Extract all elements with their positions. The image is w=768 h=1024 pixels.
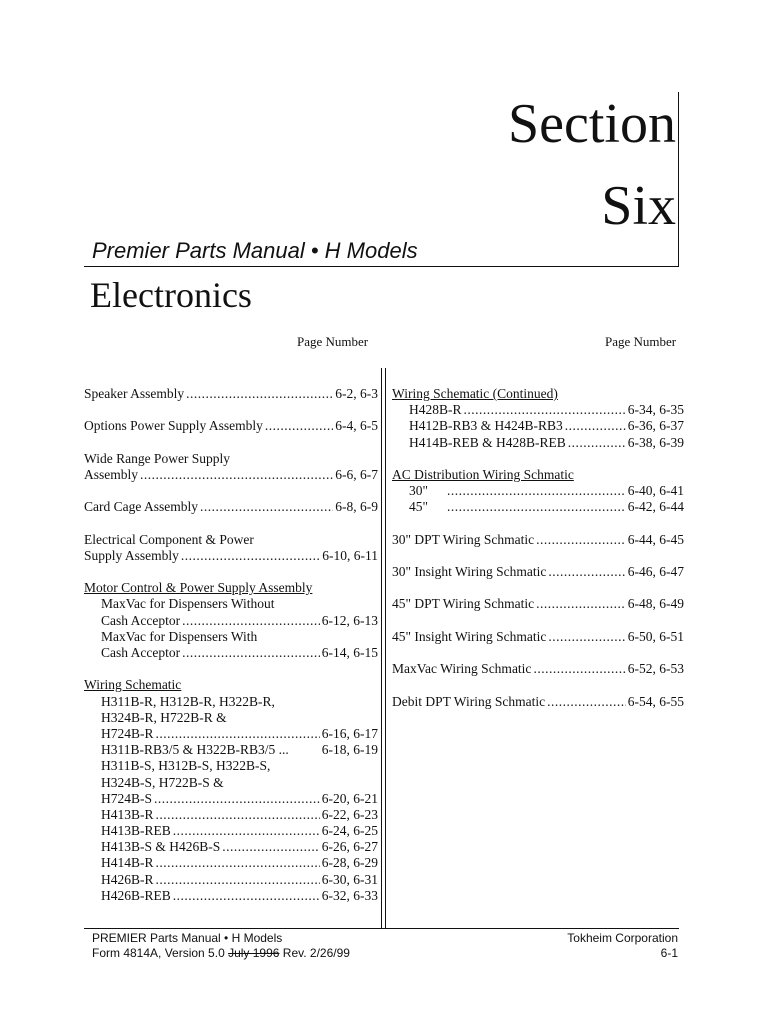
toc-group-heading: Motor Control & Power Supply Assembly xyxy=(84,580,313,596)
footer-manual-name: PREMIER Parts Manual • H Models xyxy=(92,931,283,945)
toc-entry[interactable]: H413B-REB ..... 6-24, 6-25 xyxy=(84,823,378,839)
struck-date: July 1996 xyxy=(228,946,280,960)
toc-entry[interactable]: MaxVac Wiring Schmatic ..... 6-52, 6-53 xyxy=(392,661,684,677)
toc-entry[interactable]: Supply Assembly ..... 6-10, 6-11 xyxy=(84,548,378,564)
toc-entry[interactable]: 30" ..... 6-40, 6-41 xyxy=(392,483,684,499)
footer-company: Tokheim Corporation xyxy=(567,931,678,945)
toc-entry[interactable]: 45" Insight Wiring Schmatic ..... 6-50, 6-51 xyxy=(392,629,684,645)
toc-entry[interactable]: Assembly ..... 6-6, 6-7 xyxy=(84,467,378,483)
toc-entry[interactable]: 30" DPT Wiring Schmatic ..... 6-44, 6-45 xyxy=(392,532,684,548)
footer-page-number: 6-1 xyxy=(660,946,678,960)
toc-entry[interactable]: Options Power Supply Assembly ..... 6-4, 6-5 xyxy=(84,418,378,434)
toc-entry-line: H324B-R, H722B-R & xyxy=(101,709,227,725)
section-title: Section xyxy=(508,93,676,155)
toc-entry-line: MaxVac for Dispensers Without xyxy=(101,596,275,612)
toc-group-heading: Wiring Schematic (Continued) xyxy=(392,386,558,401)
page-number-label-left: Page Number xyxy=(297,334,369,349)
toc-entry[interactable]: Debit DPT Wiring Schmatic ..... 6-54, 6-55 xyxy=(392,694,684,710)
toc-entry[interactable]: H413B-R ..... 6-22, 6-23 xyxy=(84,807,378,823)
toc-entry[interactable]: H414B-R ..... 6-28, 6-29 xyxy=(84,855,378,871)
header-vertical-rule xyxy=(678,92,679,266)
toc-entry-line: Wide Range Power Supply xyxy=(84,450,231,466)
section-number: Six xyxy=(601,175,676,237)
toc-entry[interactable]: H724B-S ..... 6-20, 6-21 xyxy=(84,791,378,807)
toc-entry[interactable]: 45" ..... 6-42, 6-44 xyxy=(392,499,684,515)
toc-entry[interactable]: H426B-R ..... 6-30, 6-31 xyxy=(84,872,378,888)
toc-entry[interactable]: 45" DPT Wiring Schmatic ..... 6-48, 6-49 xyxy=(392,596,684,612)
toc-entry[interactable]: H724B-R ..... 6-16, 6-17 xyxy=(84,726,378,742)
toc-left-column xyxy=(84,386,378,904)
toc-entry-line: MaxVac for Dispensers With xyxy=(101,628,258,644)
header-horizontal-rule xyxy=(84,266,679,267)
manual-title: Premier Parts Manual • H Models xyxy=(92,238,418,263)
footer-rule xyxy=(84,928,679,929)
toc-group-heading: Wiring Schematic xyxy=(84,677,182,693)
toc-group-heading: AC Distribution Wiring Schmatic xyxy=(392,466,574,482)
toc-entry[interactable]: H311B-RB3/5 & H322B-RB3/5 ... 6-18, 6-19 xyxy=(101,742,378,758)
toc-entry[interactable]: H413B-S & H426B-S ..... 6-26, 6-27 xyxy=(84,839,378,855)
page-number-label-right: Page Number xyxy=(605,334,677,349)
toc-entry[interactable]: Speaker Assembly ..... 6-2, 6-3 xyxy=(84,386,378,402)
toc-right-column xyxy=(392,386,684,710)
toc-entry-line: H311B-S, H312B-S, H322B-S, xyxy=(101,758,271,774)
toc-entry-line: H311B-R, H312B-R, H322B-R, xyxy=(101,693,275,709)
toc-entry[interactable]: H414B-REB & H428B-REB ..... 6-38, 6-39 xyxy=(392,435,684,451)
toc-entry[interactable]: Cash Acceptor ..... 6-12, 6-13 xyxy=(84,613,378,629)
toc-entry[interactable]: 30" Insight Wiring Schmatic ..... 6-46, 6-47 xyxy=(392,564,684,580)
toc-entry[interactable]: H426B-REB ..... 6-32, 6-33 xyxy=(84,888,378,904)
toc-entry[interactable]: H412B-RB3 & H424B-RB3 ..... 6-36, 6-37 xyxy=(392,418,684,434)
toc-entry[interactable]: Card Cage Assembly ..... 6-8, 6-9 xyxy=(84,499,378,515)
chapter-title: Electronics xyxy=(90,275,252,315)
footer-form-version: Form 4814A, Version 5.0 July 1996 Rev. 2/26/99 xyxy=(92,946,350,960)
toc-entry[interactable]: Cash Acceptor ..... 6-14, 6-15 xyxy=(84,645,378,661)
toc-entry-line: Electrical Component & Power xyxy=(84,531,254,547)
column-divider xyxy=(385,368,386,928)
column-divider xyxy=(381,368,382,928)
toc-entry[interactable]: H428B-R ..... 6-34, 6-35 xyxy=(392,402,684,418)
toc-entry-line: H324B-S, H722B-S & xyxy=(101,774,224,790)
